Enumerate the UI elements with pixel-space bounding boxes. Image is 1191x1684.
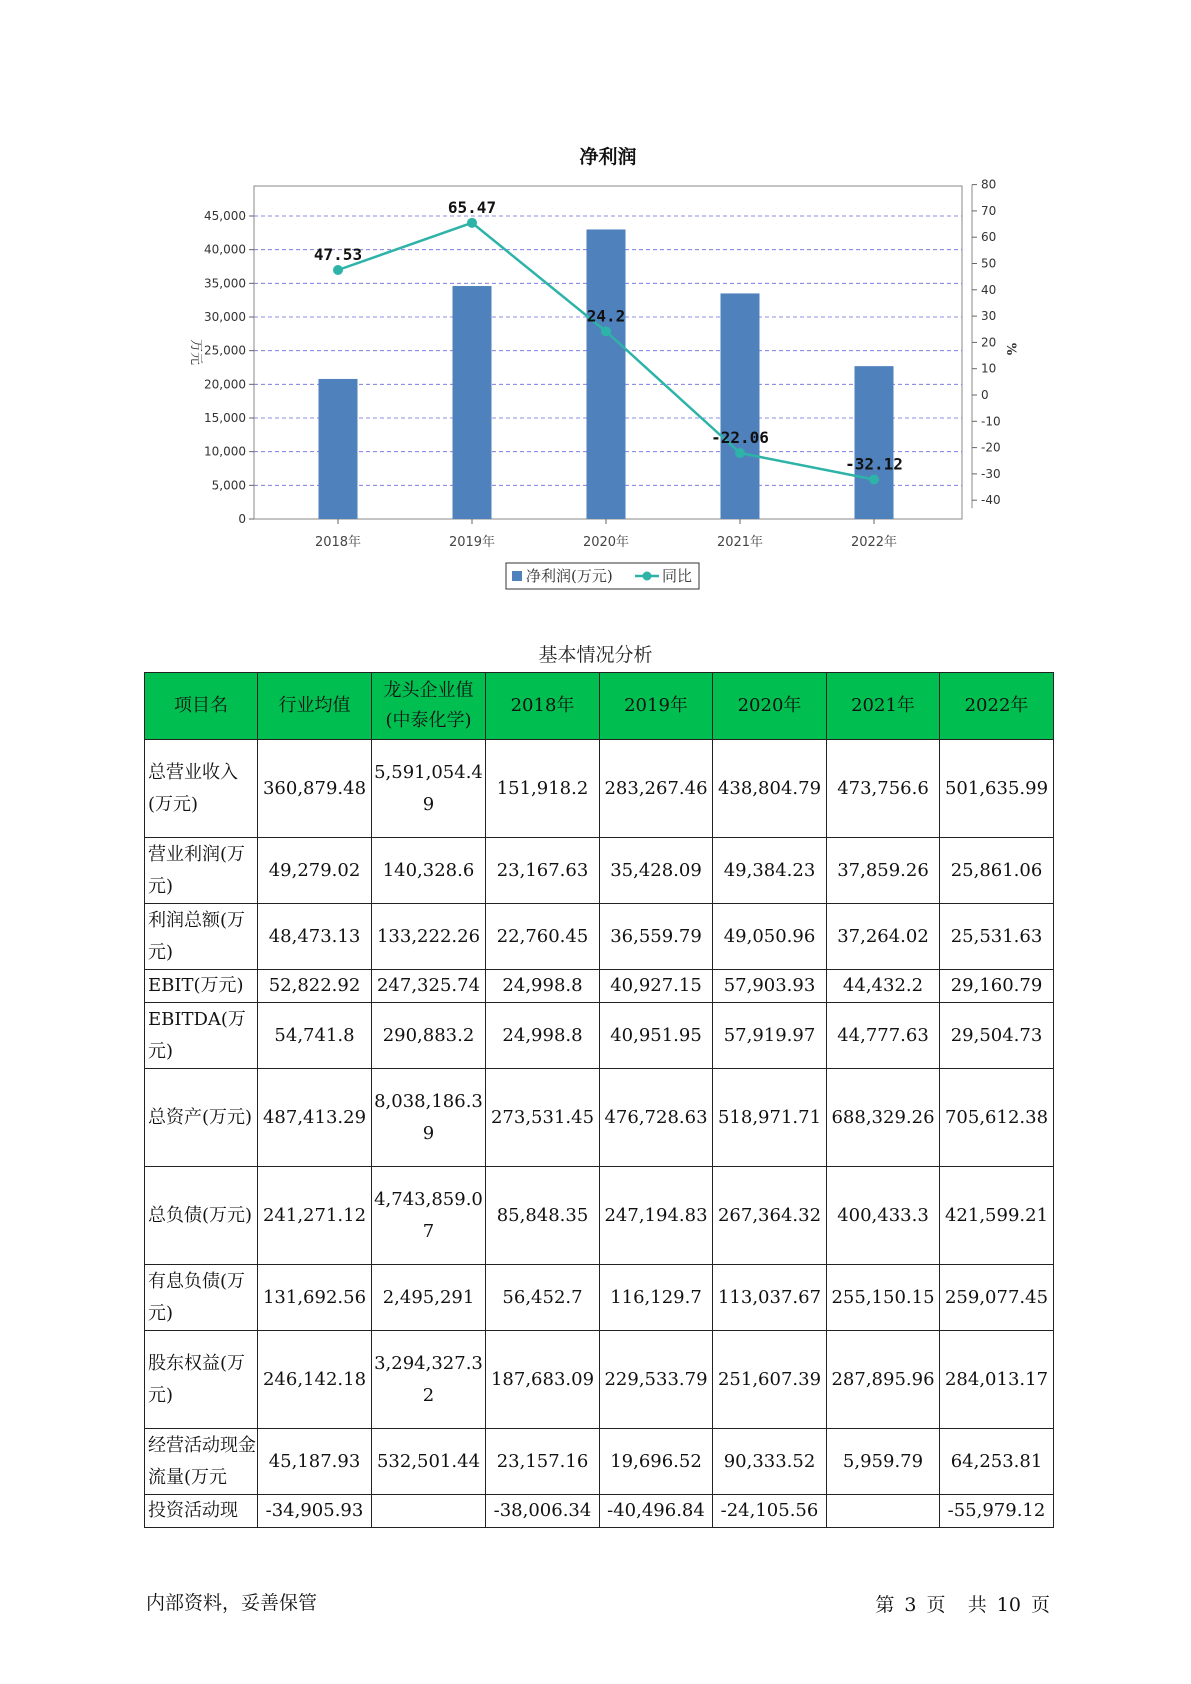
table-row: [145, 1429, 1054, 1495]
yoy-point-2022年: [869, 474, 879, 484]
y-tick-label: 45,000: [204, 209, 246, 223]
table-cell: 151,918.2: [486, 740, 600, 838]
total-prefix: 共: [967, 1594, 987, 1616]
table-cell: 2,495,291: [372, 1265, 486, 1331]
row-label: 投资活动现: [145, 1495, 258, 1528]
table-cell: 23,157.16: [486, 1429, 600, 1495]
table-row: [145, 1331, 1054, 1429]
table-cell: 421,599.21: [940, 1167, 1054, 1265]
page-current: 3: [904, 1594, 917, 1616]
table-cell: 37,859.26: [827, 838, 940, 904]
header-2020: 2020年: [713, 673, 827, 740]
table-cell: -34,905.93: [258, 1495, 372, 1528]
table-cell: 283,267.46: [600, 740, 713, 838]
x-tick-label: 2018年: [314, 535, 362, 550]
header-2018: 2018年: [486, 673, 600, 740]
table-row: [145, 1265, 1054, 1331]
table-cell: 25,531.63: [940, 904, 1054, 970]
table-row: [145, 970, 1054, 1003]
table-cell: 438,804.79: [713, 740, 827, 838]
table-cell: -40,496.84: [600, 1495, 713, 1528]
table-cell: 113,037.67: [713, 1265, 827, 1331]
bar-net-profit-2021年: [721, 293, 760, 519]
table-cell: 48,473.13: [258, 904, 372, 970]
table-cell: 251,607.39: [713, 1331, 827, 1429]
table-cell: 400,433.3: [827, 1167, 940, 1265]
y-axis-label: 万元: [188, 338, 203, 366]
table-cell: 44,432.2: [827, 970, 940, 1003]
bar-net-profit-2022年: [855, 366, 894, 519]
table-row: [145, 1069, 1054, 1167]
table-cell: 29,504.73: [940, 1003, 1054, 1069]
table-row: [145, 1003, 1054, 1069]
table-cell: 284,013.17: [940, 1331, 1054, 1429]
y2-tick-label: -20: [981, 440, 1001, 455]
table-cell: 56,452.7: [486, 1265, 600, 1331]
y2-tick-label: 80: [981, 177, 997, 192]
table-cell: 131,692.56: [258, 1265, 372, 1331]
table-cell: 54,741.8: [258, 1003, 372, 1069]
y-tick-label: 40,000: [204, 242, 246, 257]
table-cell: 246,142.18: [258, 1331, 372, 1429]
table-cell: 518,971.71: [713, 1069, 827, 1167]
table-cell: 116,129.7: [600, 1265, 713, 1331]
legend-bar-label: 净利润(万元): [526, 567, 613, 585]
table-cell: 133,222.26: [372, 904, 486, 970]
table-header-row: [145, 673, 1054, 740]
row-label: 营业利润(万元): [145, 838, 258, 904]
y2-tick-label: 0: [981, 388, 989, 402]
page-number: [873, 1590, 1052, 1617]
yoy-data-label: 65.47: [447, 197, 497, 217]
row-label: 总资产(万元): [145, 1069, 258, 1167]
table-cell: 29,160.79: [940, 970, 1054, 1003]
table-cell: 187,683.09: [486, 1331, 600, 1429]
row-label: 总负债(万元): [145, 1167, 258, 1265]
table-cell: 241,271.12: [258, 1167, 372, 1265]
table-cell: -24,105.56: [713, 1495, 827, 1528]
y-tick-label: 0: [238, 512, 246, 526]
page-prefix: 第: [875, 1594, 895, 1616]
table-cell: 688,329.26: [827, 1069, 940, 1167]
bar-net-profit-2019年: [453, 286, 492, 519]
header-2019: 2019年: [600, 673, 713, 740]
row-label: 有息负债(万元): [145, 1265, 258, 1331]
table-cell: 473,756.6: [827, 740, 940, 838]
table-cell: 57,919.97: [713, 1003, 827, 1069]
y2-tick-label: 70: [981, 203, 997, 218]
table-cell: 8,038,186.39: [372, 1069, 486, 1167]
y-tick-label: 25,000: [204, 343, 246, 358]
table-cell: 476,728.63: [600, 1069, 713, 1167]
table-cell: 247,325.74: [372, 970, 486, 1003]
yoy-point-2019年: [467, 218, 477, 228]
footer-confidential-note: 内部资料，妥善保管: [146, 1592, 318, 1614]
table-cell: 259,077.45: [940, 1265, 1054, 1331]
header-industry-avg: 行业均值: [258, 673, 372, 740]
yoy-point-2018年: [333, 265, 343, 275]
y-tick-label: 15,000: [204, 411, 246, 425]
row-label: 利润总额(万元): [145, 904, 258, 970]
x-tick-label: 2020年: [582, 535, 630, 550]
table-cell: 37,264.02: [827, 904, 940, 970]
table-cell: -55,979.12: [940, 1495, 1054, 1528]
table-cell: 52,822.92: [258, 970, 372, 1003]
y2-axis-label: %: [1003, 342, 1018, 356]
basic-analysis-table: [144, 672, 1054, 1528]
table-caption: 基本情况分析: [538, 644, 653, 666]
table-cell: 23,167.63: [486, 838, 600, 904]
table-cell: 90,333.52: [713, 1429, 827, 1495]
y2-tick-label: 10: [981, 361, 997, 376]
table-cell: 705,612.38: [940, 1069, 1054, 1167]
bar-net-profit-2018年: [319, 379, 358, 519]
yoy-point-2021年: [735, 448, 745, 458]
x-tick-label: 2022年: [850, 535, 898, 550]
table-cell: 36,559.79: [600, 904, 713, 970]
table-cell: 532,501.44: [372, 1429, 486, 1495]
table-cell: 287,895.96: [827, 1331, 940, 1429]
table-cell: 273,531.45: [486, 1069, 600, 1167]
legend-line-marker: [643, 572, 652, 581]
y2-tick-label: 30: [981, 309, 997, 324]
table-cell: 487,413.29: [258, 1069, 372, 1167]
row-label: EBITDA(万元): [145, 1003, 258, 1069]
table-cell: 44,777.63: [827, 1003, 940, 1069]
table-cell: 19,696.52: [600, 1429, 713, 1495]
table-cell: 247,194.83: [600, 1167, 713, 1265]
row-label: 总营业收入(万元): [145, 740, 258, 838]
yoy-data-label: 24.2: [586, 306, 626, 326]
table-cell: 255,150.15: [827, 1265, 940, 1331]
table-cell: 57,903.93: [713, 970, 827, 1003]
row-label: EBIT(万元): [145, 970, 258, 1003]
yoy-data-label: -22.06: [711, 428, 769, 448]
table-cell: 360,879.48: [258, 740, 372, 838]
bar-net-profit-2020年: [587, 229, 626, 519]
table-row: [145, 740, 1054, 838]
y-tick-label: 35,000: [204, 276, 246, 291]
yoy-data-label: 47.53: [313, 244, 363, 264]
x-tick-label: 2019年: [448, 535, 496, 550]
header-2022: 2022年: [940, 673, 1054, 740]
y-tick-label: 5,000: [211, 478, 246, 493]
x-tick-label: 2021年: [716, 535, 764, 550]
table-cell: 24,998.8: [486, 1003, 600, 1069]
table-cell: 40,951.95: [600, 1003, 713, 1069]
y2-tick-label: 60: [981, 230, 997, 245]
table-cell: 4,743,859.07: [372, 1167, 486, 1265]
table-row: [145, 1167, 1054, 1265]
table-cell: 25,861.06: [940, 838, 1054, 904]
y-tick-label: 30,000: [204, 310, 246, 324]
table-cell: [827, 1495, 940, 1528]
legend-line-label: 同比: [662, 567, 693, 585]
y-tick-label: 20,000: [204, 377, 246, 392]
header-item: 项目名: [145, 673, 258, 740]
table-cell: 501,635.99: [940, 740, 1054, 838]
chart-svg: [0, 0, 1191, 600]
table-cell: 140,328.6: [372, 838, 486, 904]
total-unit: 页: [1030, 1594, 1050, 1616]
row-label: 股东权益(万元): [145, 1331, 258, 1429]
header-2021: 2021年: [827, 673, 940, 740]
table-cell: 5,591,054.49: [372, 740, 486, 838]
table-cell: 35,428.09: [600, 838, 713, 904]
table-row: [145, 1495, 1054, 1528]
y2-tick-label: 20: [981, 335, 997, 350]
table-cell: 40,927.15: [600, 970, 713, 1003]
table-cell: -38,006.34: [486, 1495, 600, 1528]
header-leader: 龙头企业值(中泰化学): [372, 673, 486, 740]
legend-bar-swatch: [512, 571, 522, 581]
table-cell: 290,883.2: [372, 1003, 486, 1069]
page-unit: 页: [926, 1594, 946, 1616]
page-total: 10: [996, 1594, 1021, 1616]
table-row: [145, 904, 1054, 970]
table-cell: 5,959.79: [827, 1429, 940, 1495]
y2-tick-label: -10: [981, 414, 1001, 429]
table-cell: 267,364.32: [713, 1167, 827, 1265]
row-label: 经营活动现金流量(万元: [145, 1429, 258, 1495]
chart-title: 净利润: [579, 146, 637, 168]
table-row: [145, 838, 1054, 904]
table-cell: 85,848.35: [486, 1167, 600, 1265]
table-cell: 64,253.81: [940, 1429, 1054, 1495]
yoy-point-2020年: [601, 326, 611, 336]
table-cell: 22,760.45: [486, 904, 600, 970]
table-cell: 229,533.79: [600, 1331, 713, 1429]
table-cell: 3,294,327.32: [372, 1331, 486, 1429]
table-cell: 49,050.96: [713, 904, 827, 970]
table-cell: 49,384.23: [713, 838, 827, 904]
y2-tick-label: 50: [981, 256, 997, 271]
y2-tick-label: -30: [981, 466, 1001, 481]
y-tick-label: 10,000: [204, 444, 246, 459]
table-cell: [372, 1495, 486, 1528]
y2-tick-label: -40: [981, 493, 1001, 508]
table-cell: 24,998.8: [486, 970, 600, 1003]
net-profit-chart: [0, 0, 1191, 600]
table-cell: 45,187.93: [258, 1429, 372, 1495]
y2-tick-label: 40: [981, 282, 997, 297]
table-cell: 49,279.02: [258, 838, 372, 904]
yoy-data-label: -32.12: [845, 454, 903, 474]
